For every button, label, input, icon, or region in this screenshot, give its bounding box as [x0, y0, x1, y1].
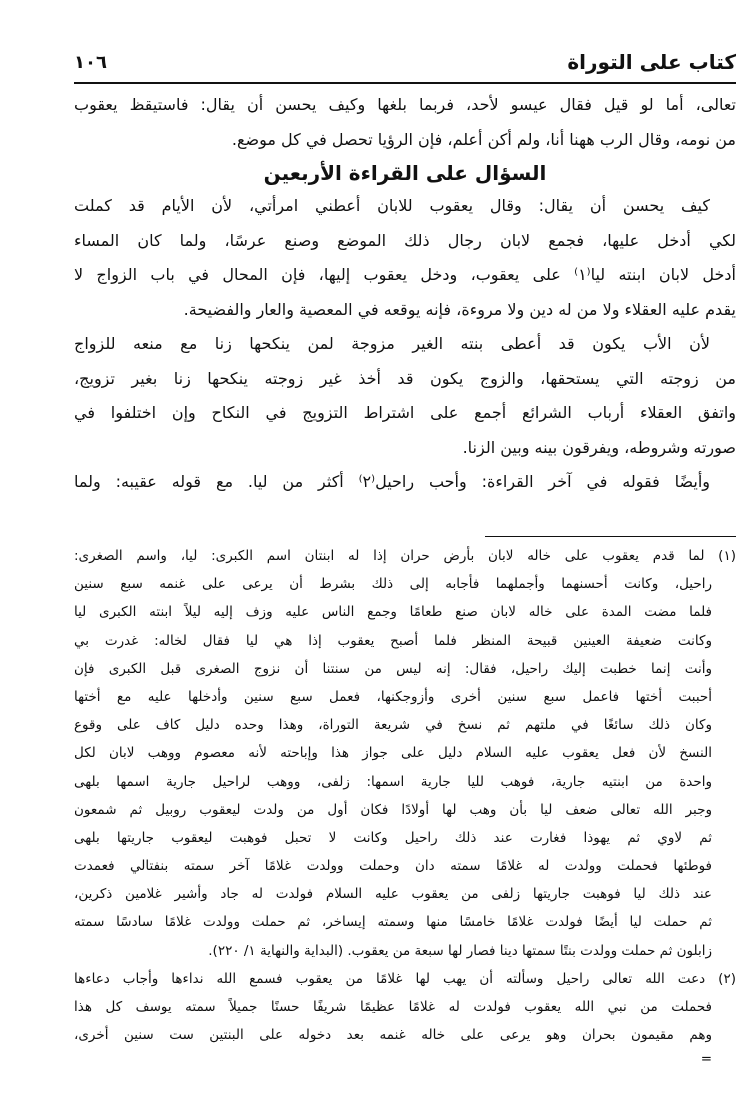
footnote-line: عند ذلك ليا فوهبت جاريتها زلفى من يعقوب عليه السلام فولدت له جاد وأشير غلامين ذكرين، — [74, 886, 712, 903]
footnote-line: ثم لاوي ثم يهوذا فغارت عند ذلك راحيل وكانت لا تحبل فوهبت ليعقوب جاريتها بلهى — [74, 829, 712, 846]
text-line: تعالى، أما لو قيل فقال عيسو لأحد، فربما بلغها وكيف يحسن أن يقال: فاستيقظ يعقوب — [74, 95, 736, 114]
page-number: ١٠٦ — [74, 52, 107, 73]
text-line: يقدم عليه العقلاء ولا من له دين ولا مروءة، فإنه يوقعه في المعصية والعار والفضيحة. — [183, 299, 736, 319]
text-line: كيف يحسن أن يقال: وقال يعقوب للابان أعطني امرأتي، لأن الأيام قد كملت — [74, 196, 710, 215]
footnote-line: وجبر الله تعالى ضعف ليا بأن وهب لها أولادًا فكان أول من ولدت ليعقوب روبيل ثم شمعون — [74, 801, 712, 818]
footnote-line: راحيل، وكانت أحسنهما وأجملهما فأجابه إلى ذلك بشرط أن يرعى على غنمه سبع سنين — [74, 576, 712, 593]
footnote-line: زابلون ثم حملت وولدت بنتًا سمتها دينا فصار لها سبعة من يعقوب. (البداية والنهاية ١/ ٢٢٠). — [208, 942, 712, 959]
section-heading: السؤال على القراءة الأربعين — [263, 161, 547, 185]
footnote-separator — [485, 536, 736, 537]
running-title: كتاب على التوراة — [567, 50, 736, 74]
text-line: وأيضًا فقوله في آخر القراءة: وأحب راحيل⁽٢⁾ أكثر من ليا. مع قوله عقيبه: ولما — [74, 472, 710, 491]
footnote-line: فلما مضت المدة على خاله لابان صنع طعامًا وجمع الناس عليه وزف إليه ليلاً ابنته الكبرى ليا — [74, 604, 712, 621]
page-header — [74, 46, 736, 84]
footnote-line: وأنت إنما خطبت إليك راحيل، فقال: إنه ليس من سنتنا أن نزوج الصغرى قبل الكبرى فإن — [74, 660, 712, 677]
footnote-line: وهم مقيمون بحران وهو يرعى على خاله غنمه بعد دخوله على البنتين ست سنين أخرى، — [74, 1027, 712, 1044]
footnote-line: فوطئها فحملت وولدت له غلامًا سمته دان وحملت وولدت غلامًا آخر سمته بنفتالي فعمدت — [74, 858, 712, 875]
text-line: واتفق العقلاء أرباب الشرائع أجمع على اشتراط التزويج في النكاح وإن اختلفوا في — [74, 403, 736, 422]
footnote-line: وكان ذلك سائغًا في ملتهم ثم نسخ في شريعة التوراة، وهذا وحده دليل كاف على وقوع — [74, 717, 712, 734]
text-line: لكي أدخل عليها، فجمع لابان رجال ذلك الموضع وصنع عرسًا، ولما كان المساء — [74, 230, 736, 250]
text-line: من زوجته التي يستحقها، والزوج يكون قد أخذ غير زوجته ينكحها زنا بغير تزويج، — [74, 368, 736, 388]
main-text — [74, 88, 736, 500]
text-line: لأن الأب يكون قد أعطى بنته الغير مزوجة لمن ينكحها زنا مع منعه للزواج — [74, 334, 710, 353]
footnote-line: وكانت ضعيفة العينين قبيحة المنظر فلما أصبح يعقوب إذا هي ليا فقال لخاله: غدرت بي — [74, 632, 712, 649]
footnote-line: (١) لما قدم يعقوب على خاله لابان بأرض حران إذا له ابنتان اسم الكبرى: ليا، واسم الصغرى: — [74, 548, 736, 564]
text-line: من نومه، وقال الرب ههنا أنا، ولم أكن أعلم، فإن الرؤيا تحصل في كل موضع. — [231, 129, 736, 149]
footnote-line: واحدة من ابنتيه جارية، فوهب لليا جارية اسمها: زلفى، ووهب لراحيل جارية اسمها بلهى — [74, 773, 712, 790]
footnote-line: أحببت أختها فاعمل سبع سنين أخرى وأزوجكنها، فعمل سبع سنين وأدخلها عليه مع أختها — [74, 688, 712, 705]
footnote-line: النسخ لأن فعل يعقوب عليه السلام دليل على جواز هذا وإباحته لأنه معصوم ووهب لابان لكل — [74, 745, 712, 762]
footnote-line: فحملت من نبي الله يعقوب فولدت له غلامًا عظيمًا شريفًا حسنًا جميلاً سمته يوسف كل هذا — [74, 999, 712, 1015]
footnotes — [74, 542, 736, 1069]
footnote-line: ثم حملت ليا أيضًا فولدت غلامًا خامسًا منها وسمته إيساخر، ثم حملت وولدت غلامًا سادسًا سمته — [74, 914, 712, 931]
text-line: أدخل لابان ابنته ليا⁽١⁾ على يعقوب، ودخل يعقوب إليها، فإن المحال في باب الزواج لا — [74, 265, 736, 284]
continued-mark: = — [700, 1051, 712, 1068]
text-line: صورته وشروطه، ويفرقون بينه وبين الزنا. — [462, 437, 736, 457]
footnote-line: (٢) دعت الله تعالى راحيل وسألته أن يهب لها غلامًا من يعقوب فسمع الله نداءها وأجاب دعاءها — [74, 970, 736, 987]
